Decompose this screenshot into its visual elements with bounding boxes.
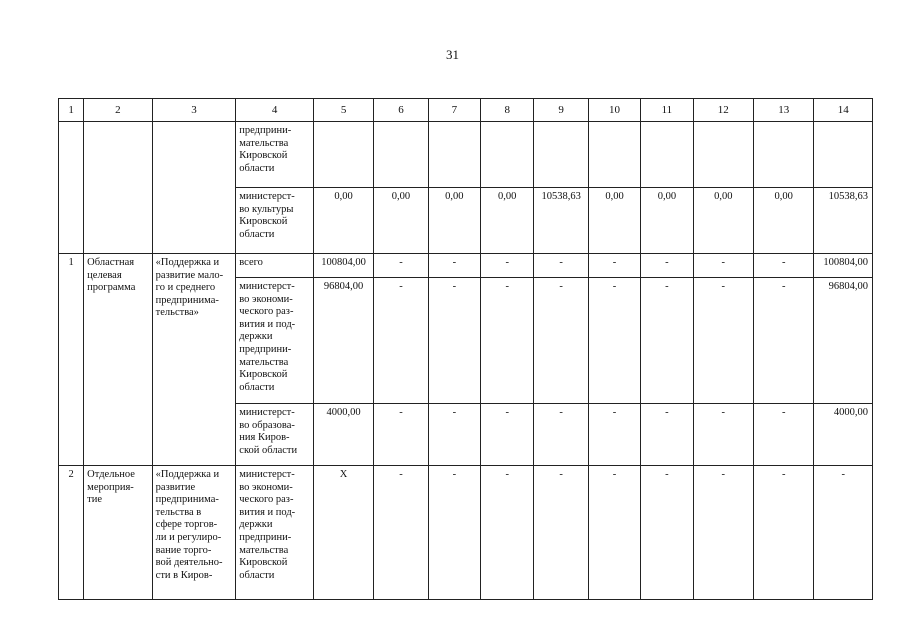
value-cell: 100804,00	[814, 254, 873, 278]
value-cell: -	[374, 404, 428, 466]
value-cell	[588, 122, 640, 188]
value-cell: 4000,00	[814, 404, 873, 466]
value-cell: 4000,00	[313, 404, 373, 466]
value-cell	[814, 122, 873, 188]
header-cell: 13	[754, 99, 814, 122]
value-cell: 0,00	[641, 188, 693, 254]
executor-cell: всего	[236, 254, 314, 278]
header-cell: 7	[428, 99, 480, 122]
program-title-cell: «Поддержка и развитие предпринима- тельства в сфере торгов- ли и регулиро- вание торго- вой деятельно- сти в Киров-	[152, 466, 236, 600]
value-cell: -	[428, 404, 480, 466]
value-cell: -	[428, 278, 480, 404]
table-row	[59, 254, 873, 278]
value-cell: -	[693, 466, 753, 600]
value-cell: -	[588, 254, 640, 278]
value-cell: 100804,00	[313, 254, 373, 278]
value-cell: -	[481, 278, 534, 404]
value-cell: -	[588, 278, 640, 404]
value-cell	[313, 122, 373, 188]
value-cell: 0,00	[428, 188, 480, 254]
header-row	[59, 99, 873, 122]
value-cell: -	[641, 404, 693, 466]
executor-cell: министерст- во культуры Кировской области	[236, 188, 314, 254]
value-cell: -	[588, 466, 640, 600]
value-cell	[481, 122, 534, 188]
program-title-cell	[152, 122, 236, 254]
value-cell: 96804,00	[313, 278, 373, 404]
program-type-cell	[84, 122, 153, 254]
page-number: 31	[446, 47, 459, 62]
row-number-cell: 2	[59, 466, 84, 600]
header-cell: 11	[641, 99, 693, 122]
value-cell: -	[374, 278, 428, 404]
value-cell: -	[534, 404, 588, 466]
header-cell: 3	[152, 99, 236, 122]
value-cell: 96804,00	[814, 278, 873, 404]
value-cell: 0,00	[313, 188, 373, 254]
value-cell: -	[428, 466, 480, 600]
header-cell: 1	[59, 99, 84, 122]
value-cell: -	[693, 254, 753, 278]
header-cell: 6	[374, 99, 428, 122]
value-cell: -	[641, 466, 693, 600]
value-cell: -	[641, 254, 693, 278]
program-type-cell: Отдельное мероприя- тие	[84, 466, 153, 600]
executor-cell: министерст- во экономи- ческого раз- вития и под- держки предприни- мательства Кировской области	[236, 466, 314, 600]
value-cell: 0,00	[374, 188, 428, 254]
value-cell: X	[313, 466, 373, 600]
header-cell: 4	[236, 99, 314, 122]
value-cell	[641, 122, 693, 188]
value-cell: -	[481, 404, 534, 466]
value-cell: 0,00	[481, 188, 534, 254]
value-cell: -	[481, 466, 534, 600]
executor-cell: предприни- мательства Кировской области	[236, 122, 314, 188]
row-number-cell: 1	[59, 254, 84, 466]
executor-cell: министерст- во экономи- ческого раз- вития и под- держки предприни- мательства Кировской области	[236, 278, 314, 404]
value-cell: 10538,63	[534, 188, 588, 254]
value-cell: -	[534, 254, 588, 278]
value-cell: -	[588, 404, 640, 466]
value-cell: -	[641, 278, 693, 404]
value-cell	[534, 122, 588, 188]
value-cell	[693, 122, 753, 188]
value-cell: 0,00	[754, 188, 814, 254]
executor-cell: министерст- во образова- ния Киров- ской области	[236, 404, 314, 466]
value-cell: 10538,63	[814, 188, 873, 254]
value-cell: 0,00	[693, 188, 753, 254]
header-cell: 9	[534, 99, 588, 122]
value-cell: -	[754, 278, 814, 404]
table-row	[59, 466, 873, 600]
value-cell: -	[481, 254, 534, 278]
value-cell	[374, 122, 428, 188]
value-cell: -	[374, 466, 428, 600]
table-row	[59, 122, 873, 188]
value-cell: -	[814, 466, 873, 600]
value-cell	[754, 122, 814, 188]
row-number-cell	[59, 122, 84, 254]
header-cell: 8	[481, 99, 534, 122]
value-cell: -	[534, 278, 588, 404]
budget-table	[58, 98, 873, 600]
header-cell: 2	[84, 99, 153, 122]
value-cell: -	[754, 254, 814, 278]
value-cell: -	[534, 466, 588, 600]
header-cell: 12	[693, 99, 753, 122]
value-cell: -	[428, 254, 480, 278]
program-type-cell: Областная целевая программа	[84, 254, 153, 466]
value-cell: -	[374, 254, 428, 278]
value-cell: -	[693, 278, 753, 404]
value-cell: -	[754, 404, 814, 466]
value-cell: -	[754, 466, 814, 600]
program-title-cell: «Поддержка и развитие мало- го и среднего предпринима- тельства»	[152, 254, 236, 466]
table-body	[59, 99, 873, 600]
header-cell: 10	[588, 99, 640, 122]
header-cell: 5	[313, 99, 373, 122]
value-cell: -	[693, 404, 753, 466]
value-cell	[428, 122, 480, 188]
header-cell: 14	[814, 99, 873, 122]
value-cell: 0,00	[588, 188, 640, 254]
